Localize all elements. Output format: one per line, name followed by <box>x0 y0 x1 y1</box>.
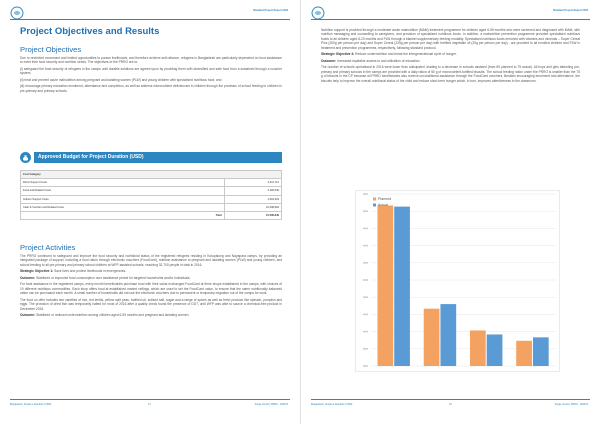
y-tick-label <box>363 245 368 247</box>
legend-label-planned: Planned <box>378 197 392 201</box>
legend-swatch-planned <box>373 198 376 201</box>
row-label: Direct Support Costs <box>21 179 225 187</box>
budget-title: Approved Budget for Project Duration (USD) <box>34 152 282 163</box>
table-total-row <box>21 211 282 219</box>
table-row <box>21 187 282 195</box>
y-tick-label <box>363 314 368 316</box>
budget-section <box>20 152 282 220</box>
y-tick-label <box>363 279 368 281</box>
bar-actual-A <box>394 207 410 366</box>
outcome-education <box>321 59 580 63</box>
objectives-heading: Project Objectives <box>20 45 82 54</box>
y-tick-label <box>363 296 368 298</box>
footer-org: Bangladesh, People's Republic of (BD) <box>10 403 52 406</box>
row-label: Indirect Support Costs <box>21 195 225 203</box>
beneficiaries-bar-chart <box>355 190 560 372</box>
y-tick-label <box>363 193 368 195</box>
header-rule <box>311 19 590 20</box>
y-tick-label <box>363 228 368 230</box>
bar-actual-B <box>440 304 456 366</box>
activities-section <box>20 243 282 319</box>
row-label: Cash & Voucher and Related Costs <box>21 203 225 211</box>
header-title: Standard Project Report 2016 <box>552 9 588 12</box>
text: Increased equitable access to and utilization of education. <box>336 58 421 63</box>
label: Strategic Objective 1: <box>20 269 54 274</box>
label: Outcome: <box>20 275 36 280</box>
table-header-row <box>21 171 282 179</box>
y-tick-label <box>363 210 368 212</box>
total-value: 15,590,849 <box>224 211 281 219</box>
cost-category-header: Cost Category <box>21 171 282 179</box>
label: Outcome: <box>321 58 337 63</box>
y-tick-label <box>363 348 368 350</box>
budget-table <box>20 170 282 220</box>
table-row <box>21 195 282 203</box>
bar-planned-A <box>377 205 393 366</box>
bar-planned-C <box>470 330 486 366</box>
text: Stabilized or reduced undernutrition among children aged 6-59 months and pregnant and lactating women. <box>35 312 190 317</box>
row-value: 4,196,649 <box>224 187 281 195</box>
right-content <box>321 28 580 85</box>
wfp-logo-icon <box>311 6 325 20</box>
bar-planned-B <box>424 309 440 366</box>
row-label: Food and Related Costs <box>21 187 225 195</box>
label: Outcome: <box>20 312 36 317</box>
table-row <box>21 179 282 187</box>
text: Save lives and protect livelihoods in emergencies. <box>53 269 127 274</box>
footer-page-number: 15 <box>449 403 452 406</box>
objective-1: (i) safeguard the food security of refugees in the camps until durable solutions are agreed upon by providing them with diversified and safe food from a sustained through a voucher system; <box>20 66 282 76</box>
text: Reduce undernutrition and break the intergenerational cycle of hunger. <box>354 52 457 57</box>
bar-actual-C <box>487 334 503 366</box>
row-value: 1,004,324 <box>224 195 281 203</box>
y-tick-label <box>363 262 368 264</box>
header-rule <box>10 19 290 20</box>
table-row <box>21 203 282 211</box>
budget-title-bar <box>20 152 282 163</box>
footer-project-ref: Single Country PRRO - 200673 <box>254 403 288 406</box>
page-title: Project Objectives and Results <box>20 26 160 37</box>
label: Strategic Objective 4: <box>321 52 355 57</box>
food-offer-paragraph: The food on offer includes two varieties of rice, red lentils, yellow split peas, fortified oil, iodised salt, sugar and a range of spices as well as fresh produce like spinach, pumpkin and eggs. The provision of dried fish was temporarily halted for most of 2016 after a quality check found the presence of DDT, until WFP was able to source a chemical-free product in December 2016. <box>20 297 282 311</box>
objective-3: (iii) encourage primary education enrolment, attendance and completion, as well as address micronutrient deficiencies in children through the provision of school feeding to children in pre-primary and primary schools. <box>20 84 282 93</box>
y-tick-label <box>363 365 368 367</box>
strategic-objective-1 <box>20 269 282 273</box>
footer-page-number: 14 <box>148 403 151 406</box>
bar-actual-D <box>533 337 549 366</box>
objective-2: (ii) treat and prevent acute malnutrition among pregnant and lactating women (PLW) and young children with specialised nutritious food; and <box>20 77 222 82</box>
nutrition-support-paragraph: Nutrition support is provided through a moderate acute malnutrition (MAM) treatment programme for children aged 6-59 months who were screened and diagnosed with MAM, with nutrition messaging and counselling to caregivers, and provision of specialised nutritious foods. In addition, a malnutrition prevention programme provided specialised nutritious foods to all children aged 6-23 months and PLW through a blanket supplementary feeding modality. Specialised nutritious foods enriched with vitamins and minerals – Super Cereal Plus (200g per person per day) and Super Cereal (225g per person per day) with fortified vegetable oil (20g per person per day) - are provided to all enrolled children and PLW in treatment and prevention programmes, respectively, following standard protocol. <box>321 28 580 50</box>
food-assistance-paragraph: For food assistance in the registered camps, every month beneficiaries purchase food with their value-exchanged FoodCard at three shops established in the camps, with choices of 19 different nutritious commodities. Each shop offers food at established market ceilings, which are used to set the FoodCard value, to ensure that the same nutritionally balanced ration can be purchased each month. A small number of households did not use the electronic vouchers due to permanent or temporary migration out of the camps for work. <box>20 282 282 296</box>
bar-planned-D <box>516 341 532 366</box>
school-feeding-paragraph: The number of schools operational in 2016 were lower than anticipated, leading to a decrease in schools assisted (from 89 planned to 75 actual). All boys and girls attending pre-primary and primary schools in the camps are provided with a daily ration of 50 g of micronutrient-fortified biscuits. The school feeding ration under the PRRO is smaller than the 75 g of biscuits in the CP because all PRRO beneficiaries also receive unconditional assistance through the FoodCard vouchers. Besides encouraging enrolment and attendance, the biscuits help to improve the overall nutritional status of the child and reduce short-term hunger which, in turn, improves attentiveness in the classroom. <box>321 65 580 83</box>
footer-project-ref: Single Country PRRO - 200673 <box>554 403 588 406</box>
left-content <box>20 26 282 95</box>
outcome-nutrition <box>20 313 282 317</box>
footer-rule <box>311 399 590 400</box>
wfp-logo-icon <box>10 6 24 20</box>
legend-swatch-actual <box>373 204 376 207</box>
activities-intro: The PRRO continued to safeguard and improve the food security and nutritional status of the registered refugees residing in Kutupalong and Nayapara camps, by providing an integrated package of support, including a food ration through electronic vouchers (FoodCard), nutrition assistance to pregnant and lactating women (PLW) and young children, and school feeding to all pre-primary and primary school children at WFP-assisted schools, reaching 32,700 people in total in 2016. <box>20 254 282 267</box>
y-tick-label <box>363 331 368 333</box>
strategic-objective-4 <box>321 52 580 56</box>
header-title: Standard Project Report 2016 <box>252 9 288 12</box>
objectives-intro: Due to restricted movement and limited opportunities to pursue livelihoods, and therefore achieve self-reliance, refugees in Bangladesh are particularly dependent on food assistance to meet their food security and nutrition needs. The objectives of the PRRO are to: <box>20 56 282 65</box>
legend-label-actual: Actual <box>378 203 388 207</box>
activities-heading: Project Activities <box>20 243 76 252</box>
row-value: 10,608,994 <box>224 203 281 211</box>
total-label: Total <box>21 211 225 219</box>
text: Stabilized or improved food consumption over assistance period for targeted households and/or individuals. <box>35 275 191 280</box>
footer-rule <box>10 399 290 400</box>
outcome-food <box>20 276 282 280</box>
money-bag-icon <box>20 152 31 163</box>
footer-org: Bangladesh, People's Republic of (BD) <box>311 403 353 406</box>
row-value: 2,011,714 <box>224 179 281 187</box>
